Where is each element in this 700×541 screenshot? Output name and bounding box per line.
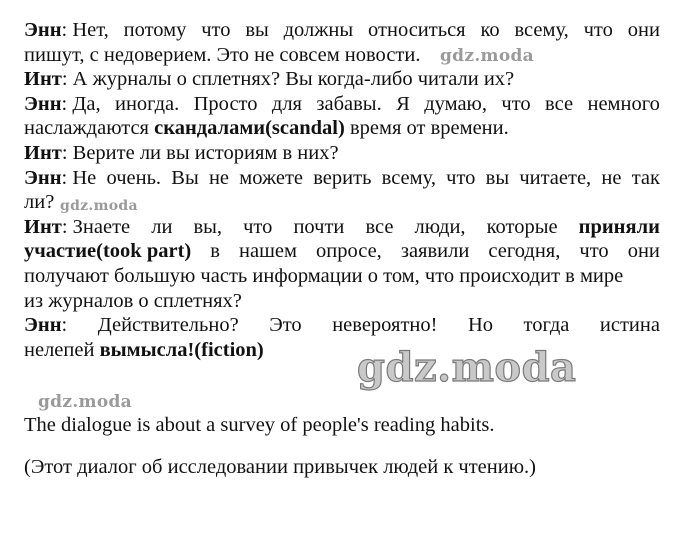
word: должны	[283, 19, 354, 41]
word: они	[627, 240, 660, 263]
word: всему,	[381, 166, 436, 189]
english-summary: The dialogue is about a survey of people's reading habits.	[24, 414, 495, 436]
word: Но	[467, 314, 494, 337]
word: немного	[587, 92, 660, 115]
word: сегодня,	[488, 240, 561, 263]
word: не	[208, 166, 230, 189]
watermark-large: gdz.moda	[357, 344, 577, 391]
speaker-int: Инт	[24, 68, 62, 91]
dialogue-line-13: Энн: Действительно? Это невероятно! Но тогда истина	[24, 314, 660, 337]
word: которые	[486, 215, 558, 238]
dialogue-line-5	[24, 116, 660, 141]
vocab-term: скандалами(scandal)	[154, 117, 345, 140]
word: Вы	[171, 166, 199, 189]
word: вы	[485, 166, 510, 189]
word: иногда.	[114, 92, 180, 115]
word: почти	[293, 215, 345, 238]
watermark-inline: gdz.moda	[60, 198, 138, 215]
word: что	[446, 166, 476, 189]
vocab-term: приняли	[578, 215, 660, 238]
watermark-small: gdz.moda	[38, 392, 132, 412]
word: вы,	[193, 215, 223, 238]
word: Не	[72, 166, 97, 189]
dialogue-line-11	[24, 264, 660, 289]
word: люди,	[414, 215, 466, 238]
russian-translation: (Этот диалог об исследовании привычек людей к чтению.)	[24, 456, 536, 478]
speaker-int: Инт	[24, 215, 62, 238]
word: Нет,	[72, 19, 109, 41]
vocab-term: вымысла!(fiction)	[99, 338, 264, 361]
line-text: из журналов о сплетнях?	[24, 289, 242, 312]
word: всему,	[514, 19, 569, 41]
watermark-inline: gdz.moda	[440, 45, 534, 66]
word: что	[579, 240, 609, 263]
line-text: наслаждаются	[24, 117, 155, 140]
word: ко	[480, 19, 500, 41]
word: можете	[239, 166, 304, 189]
word: потому	[123, 19, 187, 41]
line-text: пишут, с недоверием. Это не совсем новости.	[24, 43, 421, 66]
word: они	[627, 19, 660, 41]
dialogue-text	[24, 18, 660, 362]
word: Я	[396, 92, 410, 115]
word: в	[210, 240, 220, 263]
word: думаю,	[424, 92, 487, 115]
vocab-term: участие(took part)	[24, 240, 192, 263]
word: что	[243, 215, 273, 238]
speaker-ann: Энн	[24, 314, 62, 337]
word: все	[365, 215, 394, 238]
speaker-int: Инт	[24, 141, 62, 164]
dialogue-line-4: Энн: Да, иногда. Просто для забавы. Я думаю, что все немного	[24, 92, 660, 115]
word: опросе,	[316, 240, 382, 263]
word: Просто	[193, 92, 258, 115]
word: истина	[599, 314, 660, 337]
word: верить	[313, 166, 372, 189]
line-text: время от времени.	[344, 117, 509, 140]
word: так	[631, 166, 660, 189]
word: Действительно?	[97, 314, 239, 337]
dialogue-line-1: Энн: Нет, потому что вы должны относиться ко всему, что они	[24, 19, 660, 41]
dialogue-line-10	[24, 239, 660, 264]
dialogue-line-7: Энн: Не очень. Вы не можете верить всему, что вы читаете, не так	[24, 166, 660, 189]
line-text: нелепей	[24, 338, 100, 361]
word: Да,	[72, 92, 101, 115]
word: не	[601, 166, 622, 189]
word: все	[545, 92, 574, 115]
word: Знаете	[72, 215, 131, 238]
line-text: получают большую часть информации о том, что происходит в мире	[24, 264, 624, 287]
dialogue-line-12	[24, 289, 660, 314]
word: заявили	[400, 240, 470, 263]
word: что	[583, 19, 613, 41]
word: вы	[245, 19, 269, 41]
dialogue-line-3: Инт: А журналы о сплетнях? Вы когда-либо читали их?	[24, 68, 515, 91]
word: что	[201, 19, 231, 41]
word: относиться	[368, 19, 466, 41]
word: нашем	[239, 240, 297, 263]
word: невероятно!	[332, 314, 438, 337]
line-text: ли?	[24, 191, 55, 214]
word: для	[271, 92, 302, 115]
line-text: А журналы о сплетнях? Вы когда-либо читали их?	[72, 68, 515, 91]
word: тогда	[523, 314, 570, 337]
word: ли	[151, 215, 173, 238]
word: Это	[269, 314, 302, 337]
speaker-ann: Энн	[24, 19, 62, 41]
speaker-ann: Энн	[24, 92, 62, 115]
speaker-ann: Энн	[24, 166, 62, 189]
word: очень.	[106, 166, 162, 189]
word: что	[501, 92, 531, 115]
dialogue-line-6: Инт: Верите ли вы историям в них?	[24, 141, 339, 164]
line-text: Верите ли вы историям в них?	[72, 141, 339, 164]
word: забавы.	[316, 92, 382, 115]
dialogue-line-2	[24, 43, 660, 68]
dialogue-line-9: Инт: Знаете ли вы, что почти все люди, которые приняли	[24, 215, 660, 238]
dialogue-line-8	[24, 190, 660, 215]
word: читаете,	[519, 166, 592, 189]
